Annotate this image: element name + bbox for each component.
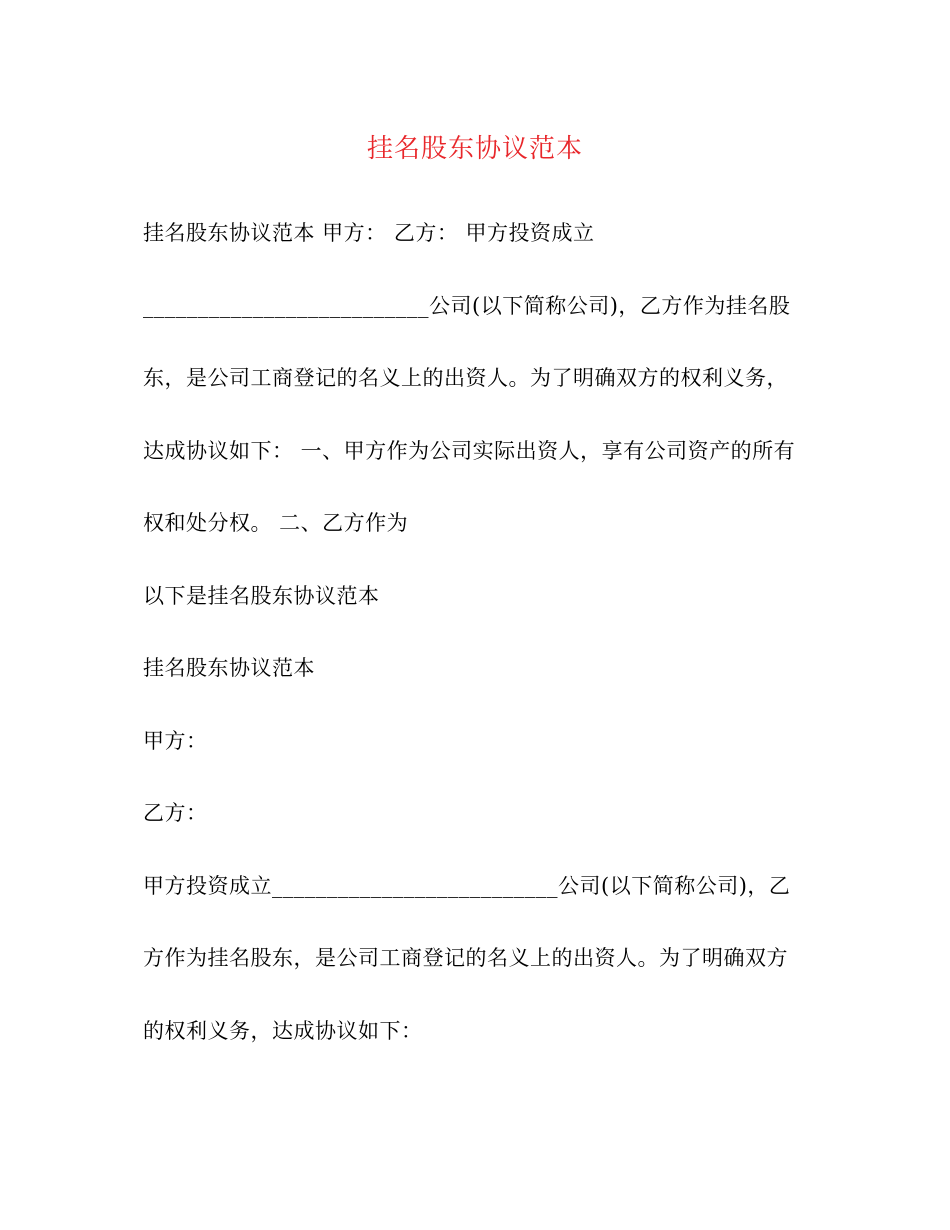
body-line-1: 挂名股东协议范本 甲方： 乙方： 甲方投资成立 bbox=[143, 221, 595, 245]
body-line-12: 的权利义务，达成协议如下： bbox=[143, 1019, 423, 1043]
document-title: 挂名股东协议范本 bbox=[366, 134, 583, 164]
body-line-11: 方作为挂名股东，是公司工商登记的名义上的出资人。为了明确双方 bbox=[143, 946, 788, 970]
body-line-10: 甲方投资成立__________________________公司(以下简称公司)，乙 bbox=[143, 874, 791, 898]
body-line-4: 达成协议如下： 一、甲方作为公司实际出资人，享有公司资产的所有 bbox=[143, 439, 796, 463]
party-a-label: 甲方： bbox=[143, 729, 208, 753]
body-line-2: __________________________公司(以下简称公司)，乙方作为挂名股 bbox=[143, 294, 791, 318]
party-b-label: 乙方： bbox=[143, 801, 208, 825]
body-line-5: 权和处分权。 二、乙方作为 bbox=[143, 511, 409, 535]
body-line-3: 东，是公司工商登记的名义上的出资人。为了明确双方的权利义务， bbox=[143, 366, 788, 390]
body-line-6: 以下是挂名股东协议范本 bbox=[143, 584, 380, 608]
body-line-7: 挂名股东协议范本 bbox=[143, 656, 315, 680]
